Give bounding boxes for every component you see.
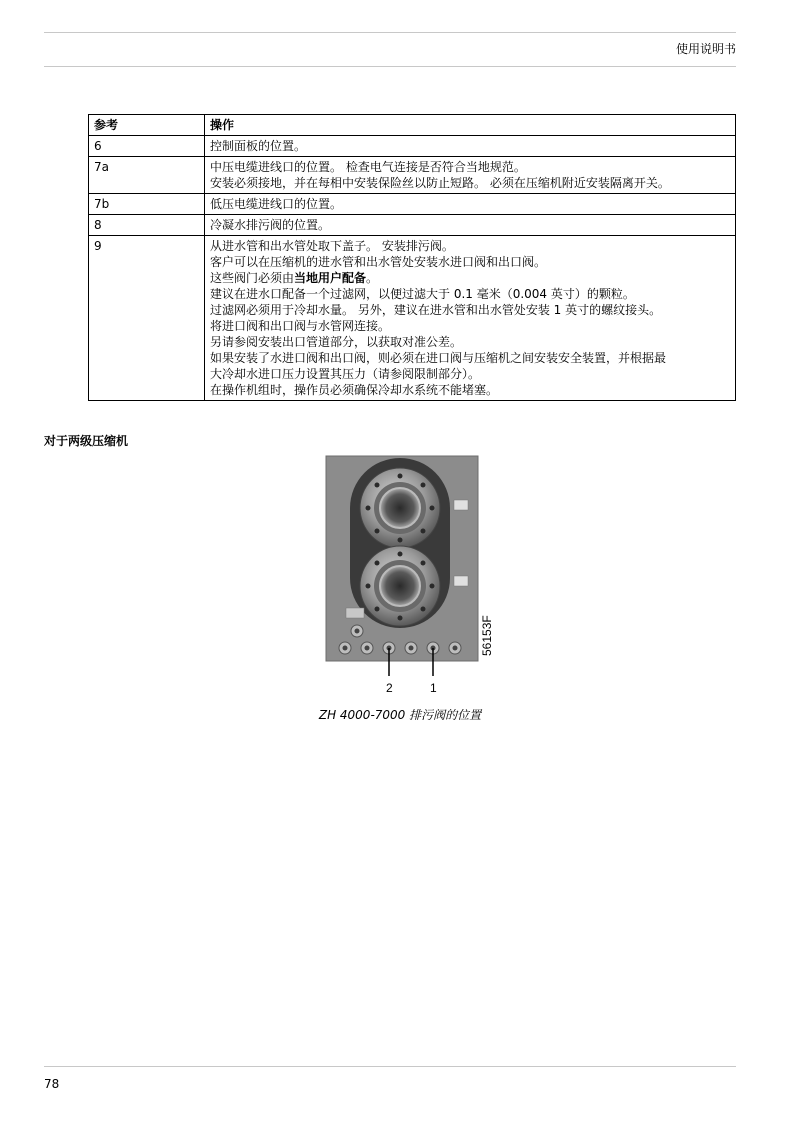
operation-line: 另请参阅安装出口管道部分，以获取对准公差。 [210,335,463,349]
operation-line: 建议在进水口配备一个过滤网，以便过滤大于 0.1 毫米（0.004 英寸）的颗粒。 [210,287,635,301]
drain-valve-photo [326,456,494,696]
row-reference: 6 [89,136,205,157]
row-operation [205,157,736,194]
page-number: 78 [44,1077,60,1091]
panel-label-lower [454,576,468,586]
emphasis-prefix: 这些阀门必须由 [210,271,295,285]
header-bottom-rule [44,66,736,67]
column-header-operation: 操作 [205,115,736,136]
callout-label-1: 1 [430,681,437,695]
row-operation [205,215,736,236]
section-title: 对于两级压缩机 [44,434,129,448]
operations-table [88,114,736,401]
figure-code: 56153F [480,615,494,656]
table-row [89,215,736,236]
lower-flange [360,546,440,626]
table-row [89,194,736,215]
header-top-rule [44,32,736,33]
operation-line-emphasis [210,270,731,286]
operation-line: 控制面板的位置。 [210,139,307,153]
operation-line: 客户可以在压缩机的进水管和出水管处安装水进口阀和出口阀。 [210,255,547,269]
row-reference: 8 [89,215,205,236]
operation-line: 在操作机组时，操作员必须确保冷却水系统不能堵塞。 [210,383,499,397]
table-row [89,157,736,194]
table-row [89,236,736,401]
panel-label-small [346,608,364,618]
row-reference: 9 [89,236,205,401]
operation-line: 安装必须接地，并在每相中安装保险丝以防止短路。 必须在压缩机附近安装隔离开关。 [210,176,670,190]
operation-line: 如果安装了水进口阀和出口阀，则必须在进口阀与压缩机之间安装安全装置，并根据最 [210,351,667,365]
row-operation [205,236,736,401]
operation-line: 大冷却水进口压力设置其压力（请参阅限制部分）。 [210,367,481,381]
callout-label-2: 2 [386,681,393,695]
row-operation [205,136,736,157]
table-header-row [89,115,736,136]
panel-label-upper [454,500,468,510]
emphasis-suffix: 。 [366,271,379,285]
operation-line: 冷凝水排污阀的位置。 [210,218,331,232]
upper-flange [360,468,440,548]
table-row [89,136,736,157]
emphasis-bold: 当地用户配备 [294,271,367,285]
row-operation [205,194,736,215]
operation-line: 低压电缆进线口的位置。 [210,197,343,211]
operation-line: 中压电缆进线口的位置。 检查电气连接是否符合当地规范。 [210,160,526,174]
figure-caption: ZH 4000-7000 排污阀的位置 [318,708,482,722]
document-header-title: 使用说明书 [675,42,736,56]
row-reference: 7b [89,194,205,215]
column-header-reference: 参考 [89,115,205,136]
row-reference: 7a [89,157,205,194]
operation-line: 过滤网必须用于冷却水量。 另外，建议在进水管和出水管处安装 1 英寸的螺纹接头。 [210,303,662,317]
footer-rule [44,1066,736,1067]
operation-line: 从进水管和出水管处取下盖子。 安装排污阀。 [210,239,454,253]
operation-line: 将进口阀和出口阀与水管网连接。 [210,319,391,333]
